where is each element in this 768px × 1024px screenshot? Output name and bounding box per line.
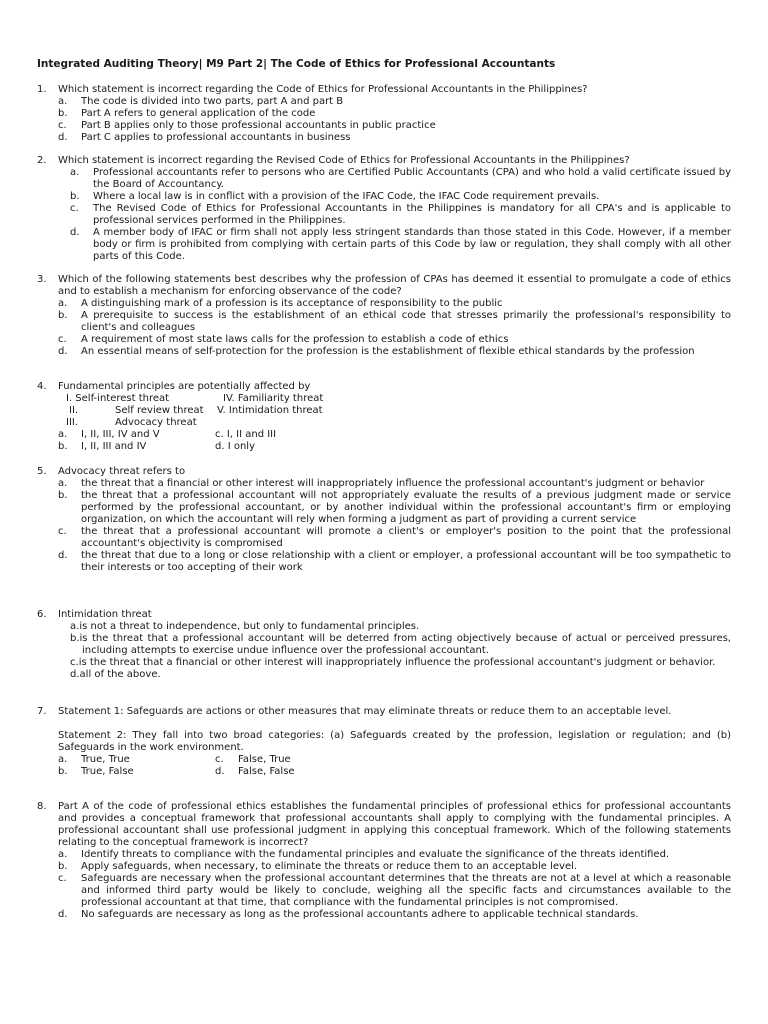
page-title: Integrated Auditing Theory| M9 Part 2| The Code of Ethics for Professional Accountants xyxy=(37,58,556,70)
question-text: Intimidation threat xyxy=(58,609,152,620)
question-text: Which statement is incorrect regarding the Revised Code of Ethics for Professional Accountants in the Philippines? xyxy=(58,155,630,166)
option-a: a. Identify threats to compliance with the fundamental principles and evaluate the significance of the threats identified. xyxy=(58,849,670,860)
question-7 xyxy=(37,706,731,778)
option-b: b. Where a local law is in conflict with a provision of the IFAC Code, the IFAC Code requirement prevails. xyxy=(70,191,600,202)
options-row-1: a. I, II, III, IV and V c. I, II and III xyxy=(58,429,277,440)
question-number: 1. xyxy=(37,84,47,95)
question-text: Part A of the code of professional ethics establishes the fundamental principles of professional ethics for professional accountants and provides a conceptual framework that professional accountants shall apply to complying with the fundamental principles. A professional accountant shall use professional judgment in applying this conceptual framework. Which of the following statements relating to the conceptual framework is incorrect? xyxy=(58,801,731,848)
option-d: d. A member body of IFAC or firm shall not apply less stringent standards than those stated in this Code. However, if a member body or firm is prohibited from complying with certain parts of this Code by law or regulation, they shall comply with all other parts of this Code. xyxy=(70,227,731,262)
option-b: b.is the threat that a professional accountant will be deterred from acting objectively because of actual or perceived pressures, including attempts to exercise undue influence over the professional accountant. xyxy=(70,633,731,656)
question-text: Which statement is incorrect regarding the Code of Ethics for Professional Accountants in the Philippines? xyxy=(58,84,588,95)
option-b: b. A prerequisite to success is the establishment of an ethical code that stresses primarily the professional's responsibility to client's and colleagues xyxy=(58,310,731,333)
option-a: a.is not a threat to independence, but only to fundamental principles. xyxy=(70,621,420,632)
question-8 xyxy=(37,801,731,921)
option-b: b. Part A refers to general application of the code xyxy=(58,108,316,119)
question-1 xyxy=(37,84,731,144)
question-text: Advocacy threat refers to xyxy=(58,466,186,477)
option-d: d. An essential means of self-protection for the profession is the establishment of flexible ethical standards by the profession xyxy=(58,346,695,357)
option-c: c.is the threat that a financial or other interest will inappropriately influence the professional accountant's judgment or behavior. xyxy=(70,657,716,668)
question-3 xyxy=(37,274,731,358)
statement-1: Statement 1: Safeguards are actions or other measures that may eliminate threats or reduce them to an acceptable level. xyxy=(58,706,672,717)
question-number: 8. xyxy=(37,801,47,812)
options-row-1: a. True, True c. False, True xyxy=(58,754,291,765)
question-text: Fundamental principles are potentially affected by xyxy=(58,381,311,392)
option-a: a. A distinguishing mark of a profession is its acceptance of responsibility to the public xyxy=(58,298,503,309)
statement-2: Statement 2: They fall into two broad categories: (a) Safeguards created by the profession, legislation or regulation; and (b) Safeguards in the work environment. xyxy=(58,730,731,753)
option-d: d. Part C applies to professional accountants in business xyxy=(58,132,351,143)
question-6 xyxy=(37,609,731,681)
roman-row-2: II. Self review threat V. Intimidation threat xyxy=(69,405,323,416)
option-a: a. The code is divided into two parts, part A and part B xyxy=(58,96,344,107)
option-d: d.all of the above. xyxy=(70,669,161,680)
options-row-2: b. True, False d. False, False xyxy=(58,766,295,777)
question-number: 4. xyxy=(37,381,47,392)
question-2 xyxy=(37,155,731,263)
option-c: c. The Revised Code of Ethics for Professional Accountants in the Philippines is mandatory for all CPA's and is applicable to professional services performed in the Philippines. xyxy=(70,203,731,226)
question-number: 5. xyxy=(37,466,47,477)
question-number: 6. xyxy=(37,609,47,620)
option-c: c. Safeguards are necessary when the professional accountant determines that the threats are not at a level at which a reasonable and informed third party would be likely to conclude, weighing all the specific facts and circumstances available to the professional accountant at that time, that compliance with the fundamental principles is not compromised. xyxy=(58,873,731,908)
roman-row-1: I. Self-interest threat IV. Familiarity threat xyxy=(66,393,324,404)
question-text: Which of the following statements best describes why the profession of CPAs has deemed it essential to promulgate a code of ethics and to establish a mechanism for enforcing observance of the code? xyxy=(58,274,731,297)
option-b: b. Apply safeguards, when necessary, to eliminate the threats or reduce them to an acceptable level. xyxy=(58,861,578,872)
option-d: d. No safeguards are necessary as long as the professional accountants adhere to applicable technical standards. xyxy=(58,909,639,920)
options-row-2: b. I, II, III and IV d. I only xyxy=(58,441,255,452)
option-c: c. Part B applies only to those professional accountants in public practice xyxy=(58,120,436,131)
option-b: b. the threat that a professional accountant will not appropriately evaluate the results of a previous judgment made or service performed by the professional accountant, or by another individual within the professional accountant's firm or employing organization, on which the accountant will rely when forming a judgment as part of providing a current service xyxy=(58,490,731,525)
question-5 xyxy=(37,466,731,574)
question-number: 3. xyxy=(37,274,47,285)
option-c: c. the threat that a professional accountant will promote a client's or employer's position to the point that the professional accountant's objectivity is compromised xyxy=(58,526,731,549)
option-d: d. the threat that due to a long or close relationship with a client or employer, a professional accountant will be too sympathetic to their interests or too accepting of their work xyxy=(58,550,731,573)
option-c: c. A requirement of most state laws calls for the profession to establish a code of ethics xyxy=(58,334,509,345)
option-a: a. the threat that a financial or other interest will inappropriately influence the professional accountant's judgment or behavior xyxy=(58,478,705,489)
option-a: a. Professional accountants refer to persons who are Certified Public Accountants (CPA) and who hold a valid certificate issued by the Board of Accountancy. xyxy=(70,167,731,190)
question-number: 7. xyxy=(37,706,47,717)
question-number: 2. xyxy=(37,155,47,166)
roman-row-3: III. Advocacy threat xyxy=(66,417,197,428)
question-4 xyxy=(37,381,731,453)
